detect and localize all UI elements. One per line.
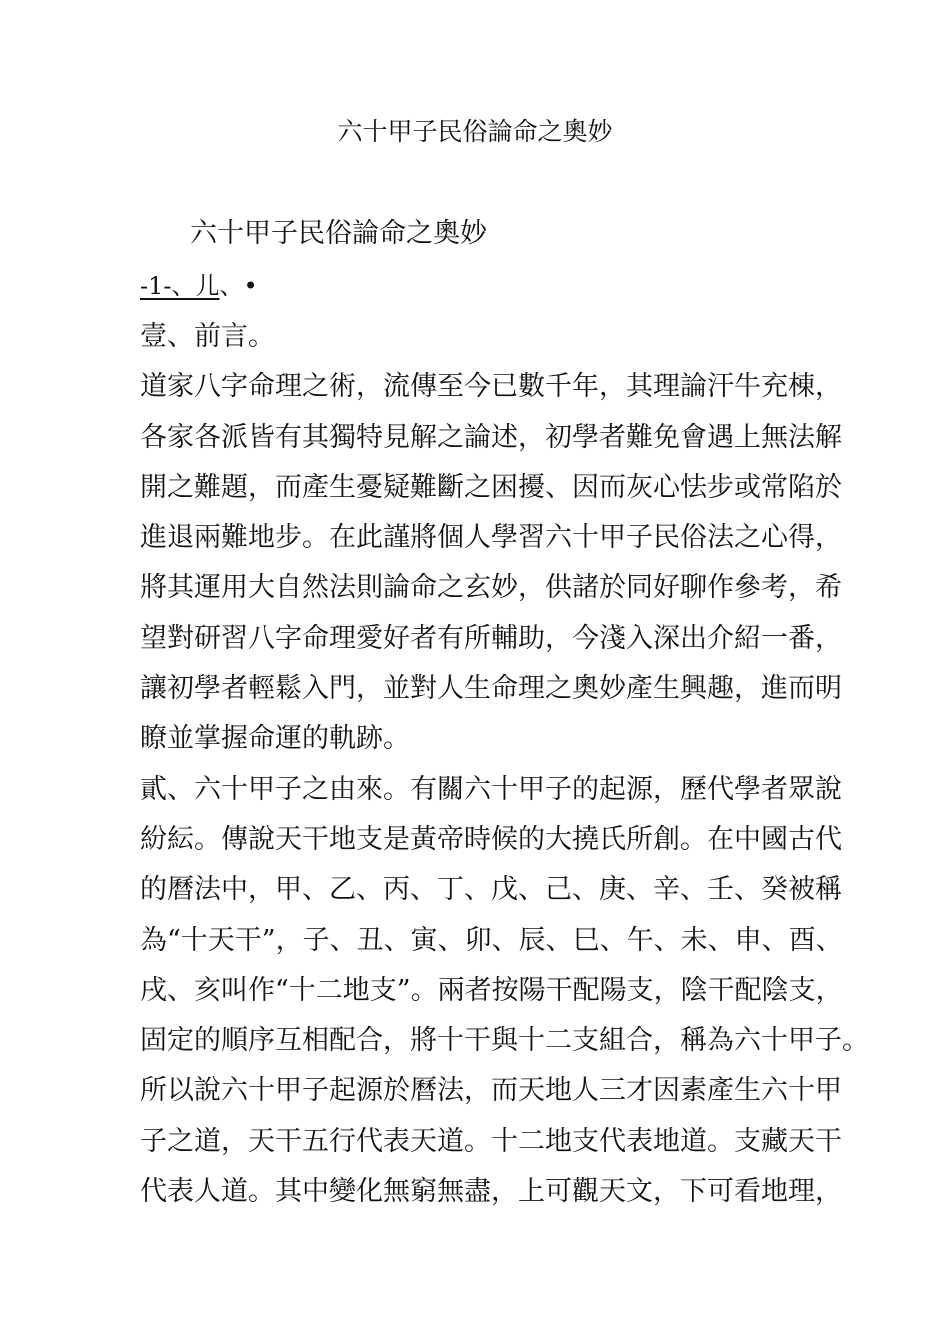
text-line: 貳、六十甲子之由來。有關六十甲子的起源，歷代學者眾說 (140, 773, 842, 805)
text-line: 子之道，天干五行代表天道。十二地支代表地道。支藏天干 (140, 1125, 842, 1157)
text-line: 壹、前言。 (140, 321, 275, 352)
text-line: 道家八字命理之術，流傳至今已數千年，其理論汗牛充棟， (140, 371, 842, 403)
text-line: 各家各派皆有其獨特見解之論述，初學者難免會遇上無法解 (140, 421, 842, 453)
text-line: 代表人道。其中變化無窮無盡，上可觀天文，下可看地理， (140, 1176, 842, 1208)
garbled-mark-part1: -1-、 (140, 272, 196, 300)
text-line: 進退兩難地步。在此謹將個人學習六十甲子民俗法之心得， (140, 522, 842, 554)
text-line: 望對研習八字命理愛好者有所輔助，今淺入深出介紹一番， (140, 622, 842, 654)
text-line: 所以說六十甲子起源於曆法，而天地人三才因素產生六十甲 (140, 1075, 842, 1107)
text-line: 瞭並掌握命運的軌跡。 (140, 723, 410, 755)
garbled-mark-part3: 、• (219, 272, 258, 300)
text-line: 將其運用大自然法則論命之玄妙，供諸於同好聊作參考，希 (140, 572, 842, 604)
text-line: 戌、亥叫作“十二地支”。兩者按陽干配陽支，陰干配陰支， (140, 974, 843, 1006)
text-line: 紛紜。傳說天干地支是黃帝時候的大撓氏所創。在中國古代 (140, 823, 842, 855)
text-line: 的曆法中，甲、乙、丙、丁、戊、己、庚、辛、壬、癸被稱 (140, 874, 842, 906)
body-text (140, 312, 869, 1217)
text-line: 讓初學者輕鬆入門，並對人生命理之奧妙產生興趣，進而明 (140, 673, 842, 705)
text-line: 固定的順序互相配合，將十干與十二支組合，稱為六十甲子。 (140, 1025, 869, 1057)
garbled-mark-part2: 儿 (195, 272, 220, 300)
document-subtitle: 六十甲子民俗論命之奧妙 (190, 218, 487, 249)
document-title: 六十甲子民俗論命之奧妙 (337, 117, 613, 146)
text-line: 開之難題，而產生憂疑難斷之困擾、因而灰心怯步或常陷於 (140, 471, 842, 503)
text-line: 為“十天干”，子、丑、寅、卯、辰、巳、午、未、申、酉、 (140, 924, 843, 956)
garbled-mark (140, 269, 258, 303)
